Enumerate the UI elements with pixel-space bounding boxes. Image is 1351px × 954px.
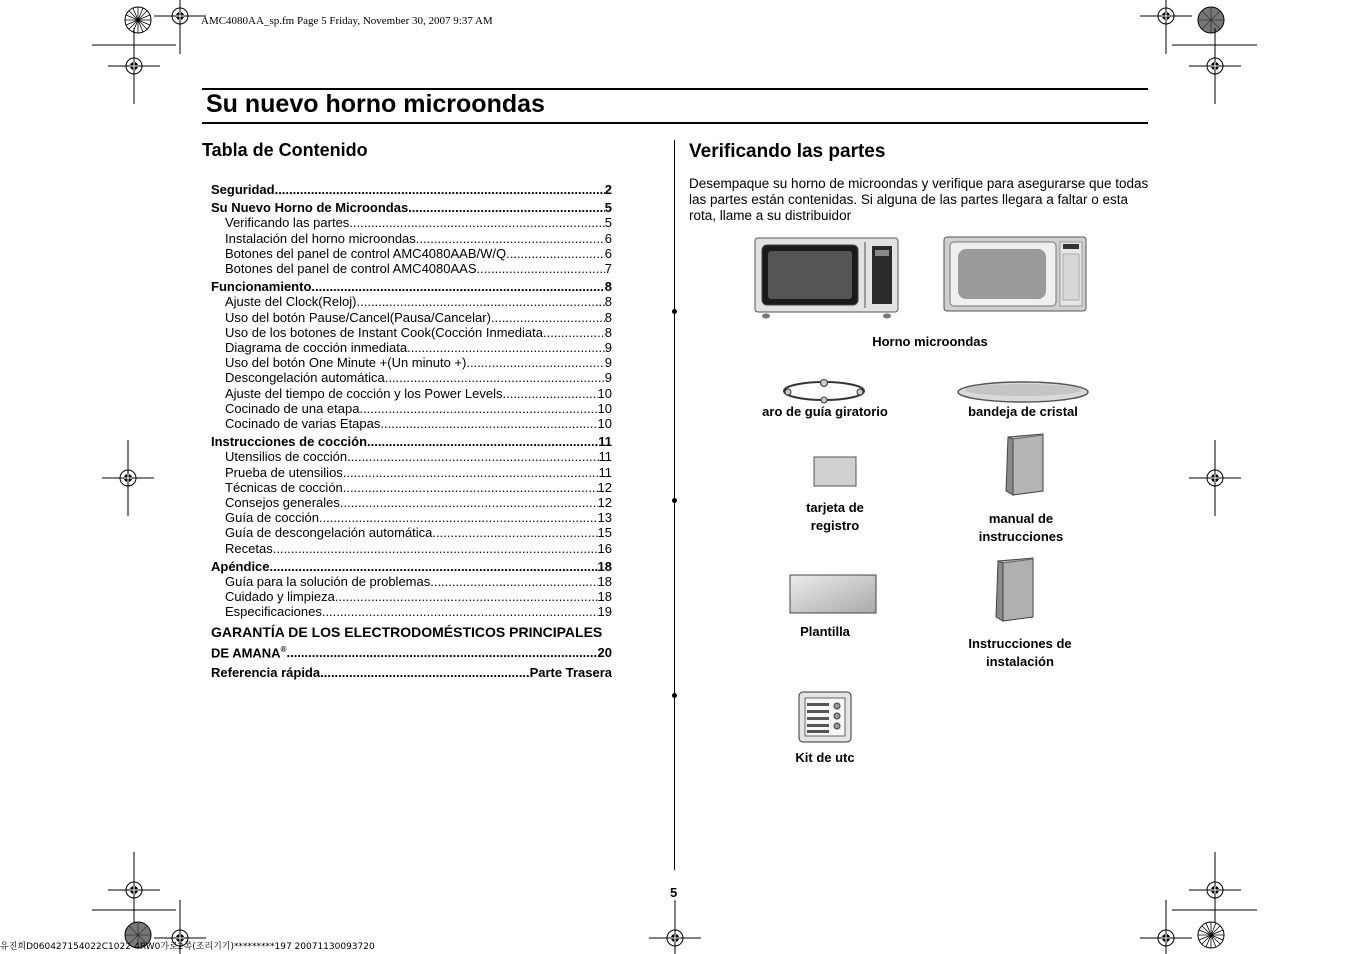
glass-tray-image — [956, 380, 1090, 404]
bullet-dot — [672, 498, 677, 503]
title-rule-bottom — [202, 122, 1148, 124]
bullet-dot — [672, 693, 677, 698]
toc-subsection — [211, 370, 612, 385]
toc-entry-label: Botones del panel de control AMC4080AAS — [225, 261, 477, 277]
toc-entry-page: 12 — [597, 495, 612, 511]
toc-leader-dots — [432, 525, 597, 540]
toc-entry-label: Prueba de utensilios — [225, 464, 343, 480]
toc-leader-dots — [343, 465, 599, 480]
toc-section — [211, 182, 612, 197]
toc-subsection — [211, 401, 612, 416]
toc-section — [211, 559, 612, 574]
toc-entry-label: Cocinado de varias Etapas — [225, 416, 381, 432]
toc-entry-page: 19 — [597, 604, 612, 620]
toc-subsection — [211, 495, 612, 510]
owners-manual-caption — [950, 510, 1092, 546]
toc-subsection — [211, 310, 612, 325]
toc-entry-label: Especificaciones — [225, 604, 322, 620]
toc-leader-dots — [408, 200, 605, 215]
toc-leader-dots — [506, 246, 605, 261]
toc-leader-dots — [319, 510, 598, 525]
toc-entry-label: Uso de los botones de Instant Cook(Cocción Inmediata — [225, 324, 543, 340]
toc-entry-label: Cocinado de una etapa — [225, 400, 360, 416]
toc-entry-page: 5 — [604, 215, 612, 231]
toc-entry-label: Ajuste del tiempo de cocción y los Power Levels — [225, 385, 503, 401]
toc-entry-label: Funcionamiento — [211, 279, 312, 295]
registration-card-caption-line2: registro — [810, 518, 860, 533]
toc-subsection — [211, 574, 612, 589]
toc-subsection — [211, 541, 612, 556]
parts-heading: Verificando las partes — [689, 141, 886, 162]
print-header: AMC4080AA_sp.fm Page 5 Friday, November 30, 2007 9:37 AM — [201, 15, 493, 27]
toc-subsection — [211, 325, 612, 340]
toc-quick-reference — [211, 665, 612, 680]
toc-entry-label: Uso del botón One Minute +(Un minuto +) — [225, 355, 467, 371]
toc-entry-label: Diagrama de cocción inmediata — [225, 340, 408, 356]
kit-caption: Kit de utc — [795, 750, 855, 765]
toc-entry-page: 8 — [604, 294, 612, 310]
installation-kit-image — [797, 690, 853, 746]
toc-subsection — [211, 604, 612, 619]
toc-entry-page: 7 — [604, 261, 612, 277]
roller-ring-image — [782, 378, 866, 404]
toc-entry-page: 6 — [604, 245, 612, 261]
toc-entry-page: 15 — [597, 525, 612, 541]
toc-leader-dots — [335, 589, 598, 604]
ring-caption: aro de guía giratorio — [762, 404, 888, 419]
toc-leader-dots — [357, 294, 605, 309]
installation-instructions-image — [993, 557, 1037, 623]
toc-entry-label: Guía de cocción — [225, 510, 319, 526]
toc-leader-dots — [385, 370, 605, 385]
microwave-oven-image — [754, 236, 900, 320]
toc-entry-label: Apéndice — [211, 558, 270, 574]
toc-warranty-line2 — [211, 641, 612, 661]
toc-subsection — [211, 355, 612, 370]
toc-leader-dots — [275, 182, 605, 197]
toc-leader-dots — [273, 541, 598, 556]
toc-leader-dots — [407, 340, 605, 355]
toc-entry-page: 8 — [604, 309, 612, 325]
toc-entry-label: Descongelación automática — [225, 370, 385, 386]
toc-subsection — [211, 465, 612, 480]
toc-subsection — [211, 510, 612, 525]
table-of-contents — [211, 182, 612, 680]
toc-entry-page: 10 — [597, 416, 612, 432]
toc-subsection — [211, 525, 612, 540]
toc-leader-dots — [340, 495, 598, 510]
toc-warranty-line1: GARANTÍA DE LOS ELECTRODOMÉSTICOS PRINCIPALES — [211, 623, 603, 640]
microwave-oven-stainless-image — [942, 236, 1088, 316]
toc-leader-dots — [320, 665, 529, 680]
page-title: Su nuevo horno microondas — [206, 90, 545, 118]
toc-entry-page: Parte Trasera — [529, 665, 612, 681]
installation-instructions-caption-line1: Instrucciones de — [968, 636, 1072, 651]
toc-subsection — [211, 416, 612, 431]
registered-mark: ® — [280, 644, 287, 654]
toc-entry-page: 10 — [597, 400, 612, 416]
toc-subsection — [211, 340, 612, 355]
owners-manual-caption-line2: instrucciones — [978, 529, 1064, 544]
toc-entry-label: Referencia rápida — [211, 665, 321, 681]
toc-heading: Tabla de Contenido — [202, 140, 368, 160]
toc-subsection — [211, 215, 612, 230]
toc-leader-dots — [416, 231, 605, 246]
toc-leader-dots — [380, 416, 597, 431]
toc-entry-label: Instalación del horno microondas — [225, 230, 416, 246]
tray-caption: bandeja de cristal — [968, 404, 1078, 419]
toc-subsection — [211, 231, 612, 246]
toc-entry-label: Uso del botón Pause/Cancel(Pausa/Cancelar) — [225, 309, 491, 325]
toc-entry-label: Verificando las partes — [225, 215, 350, 231]
toc-entry-label: Consejos generales — [225, 495, 340, 511]
toc-entry-label: Utensilios de cocción — [225, 449, 348, 465]
toc-warranty-label: DE AMANA — [211, 645, 281, 661]
bullet-dot — [672, 309, 677, 314]
toc-entry-page: 18 — [597, 558, 612, 574]
owners-manual-caption-line1: manual de — [988, 511, 1054, 526]
toc-entry-label: Guía para la solución de problemas — [225, 574, 431, 590]
owners-manual-image — [1003, 433, 1047, 497]
toc-entry-label: Guía de descongelación automática — [225, 525, 433, 541]
toc-subsection — [211, 246, 612, 261]
toc-subsection — [211, 589, 612, 604]
toc-leader-dots — [311, 279, 604, 294]
toc-leader-dots — [430, 574, 597, 589]
toc-entry-page: 9 — [604, 340, 612, 356]
toc-subsection — [211, 386, 612, 401]
toc-subsection — [211, 294, 612, 309]
page-number: 5 — [670, 885, 678, 900]
template-image — [789, 574, 877, 614]
installation-instructions-caption-line2: instalación — [986, 654, 1054, 669]
toc-leader-dots — [270, 559, 598, 574]
toc-entry-page: 5 — [604, 200, 612, 216]
print-footer: 유진희D060427154022C1022-4RW0가로2쪽(조리기기)*********197 20071130093720 — [0, 942, 375, 952]
registration-card-image — [813, 456, 857, 488]
toc-leader-dots — [367, 434, 598, 449]
toc-entry-page: 20 — [597, 645, 612, 661]
toc-entry-page: 9 — [604, 370, 612, 386]
toc-leader-dots — [359, 401, 597, 416]
toc-leader-dots — [349, 215, 604, 230]
toc-entry-label: Cuidado y limpieza — [225, 589, 335, 605]
toc-leader-dots — [343, 480, 598, 495]
toc-entry-page: 16 — [597, 540, 612, 556]
toc-section — [211, 200, 612, 215]
toc-leader-dots — [466, 355, 604, 370]
toc-entry-label: Seguridad — [211, 182, 275, 197]
toc-leader-dots — [477, 261, 605, 276]
toc-leader-dots — [543, 325, 605, 340]
toc-section — [211, 434, 612, 449]
toc-entry-page: 12 — [597, 479, 612, 495]
toc-entry-page: 11 — [598, 464, 612, 480]
toc-section — [211, 279, 612, 294]
toc-entry-page: 9 — [604, 355, 612, 371]
oven-caption: Horno microondas — [872, 334, 988, 349]
toc-leader-dots — [286, 644, 597, 661]
toc-entry-label: Su Nuevo Horno de Microondas — [211, 200, 409, 216]
toc-entry-page: 8 — [604, 324, 612, 340]
toc-entry-page: 10 — [597, 385, 612, 401]
toc-entry-label: Ajuste del Clock(Reloj) — [225, 294, 357, 310]
toc-leader-dots — [491, 310, 605, 325]
registration-card-caption-line1: tarjeta de — [806, 500, 864, 515]
toc-entry-page: 8 — [604, 279, 612, 295]
parts-intro: Desempaque su horno de microondas y verifique para asegurarse que todas las partes están contenidas. Si alguna de las partes llegara a faltar o esta rota, llame a su distribuidor — [689, 176, 1149, 223]
registration-card-caption — [775, 499, 895, 535]
toc-entry-label: Técnicas de cocción — [225, 479, 343, 495]
installation-instructions-caption — [940, 635, 1100, 671]
toc-subsection — [211, 261, 612, 276]
toc-subsection — [211, 449, 612, 464]
toc-leader-dots — [502, 386, 597, 401]
toc-entry-label: Recetas — [225, 540, 273, 556]
toc-entry-page: 6 — [604, 230, 612, 246]
toc-entry-label: Botones del panel de control AMC4080AAB/W/Q — [225, 245, 507, 261]
toc-entry-page: 11 — [598, 449, 612, 465]
toc-leader-dots — [347, 449, 598, 464]
toc-subsection — [211, 480, 612, 495]
toc-entry-page: 13 — [597, 510, 612, 526]
toc-entry-page: 18 — [597, 589, 612, 605]
template-caption: Plantilla — [800, 624, 850, 639]
toc-entry-page: 18 — [597, 574, 612, 590]
toc-leader-dots — [322, 604, 598, 619]
toc-entry-label: Instrucciones de cocción — [211, 434, 368, 450]
column-divider — [674, 140, 675, 870]
toc-entry-page: 11 — [598, 434, 612, 450]
toc-entry-page: 2 — [604, 182, 612, 197]
toc-entry-label — [211, 641, 286, 661]
